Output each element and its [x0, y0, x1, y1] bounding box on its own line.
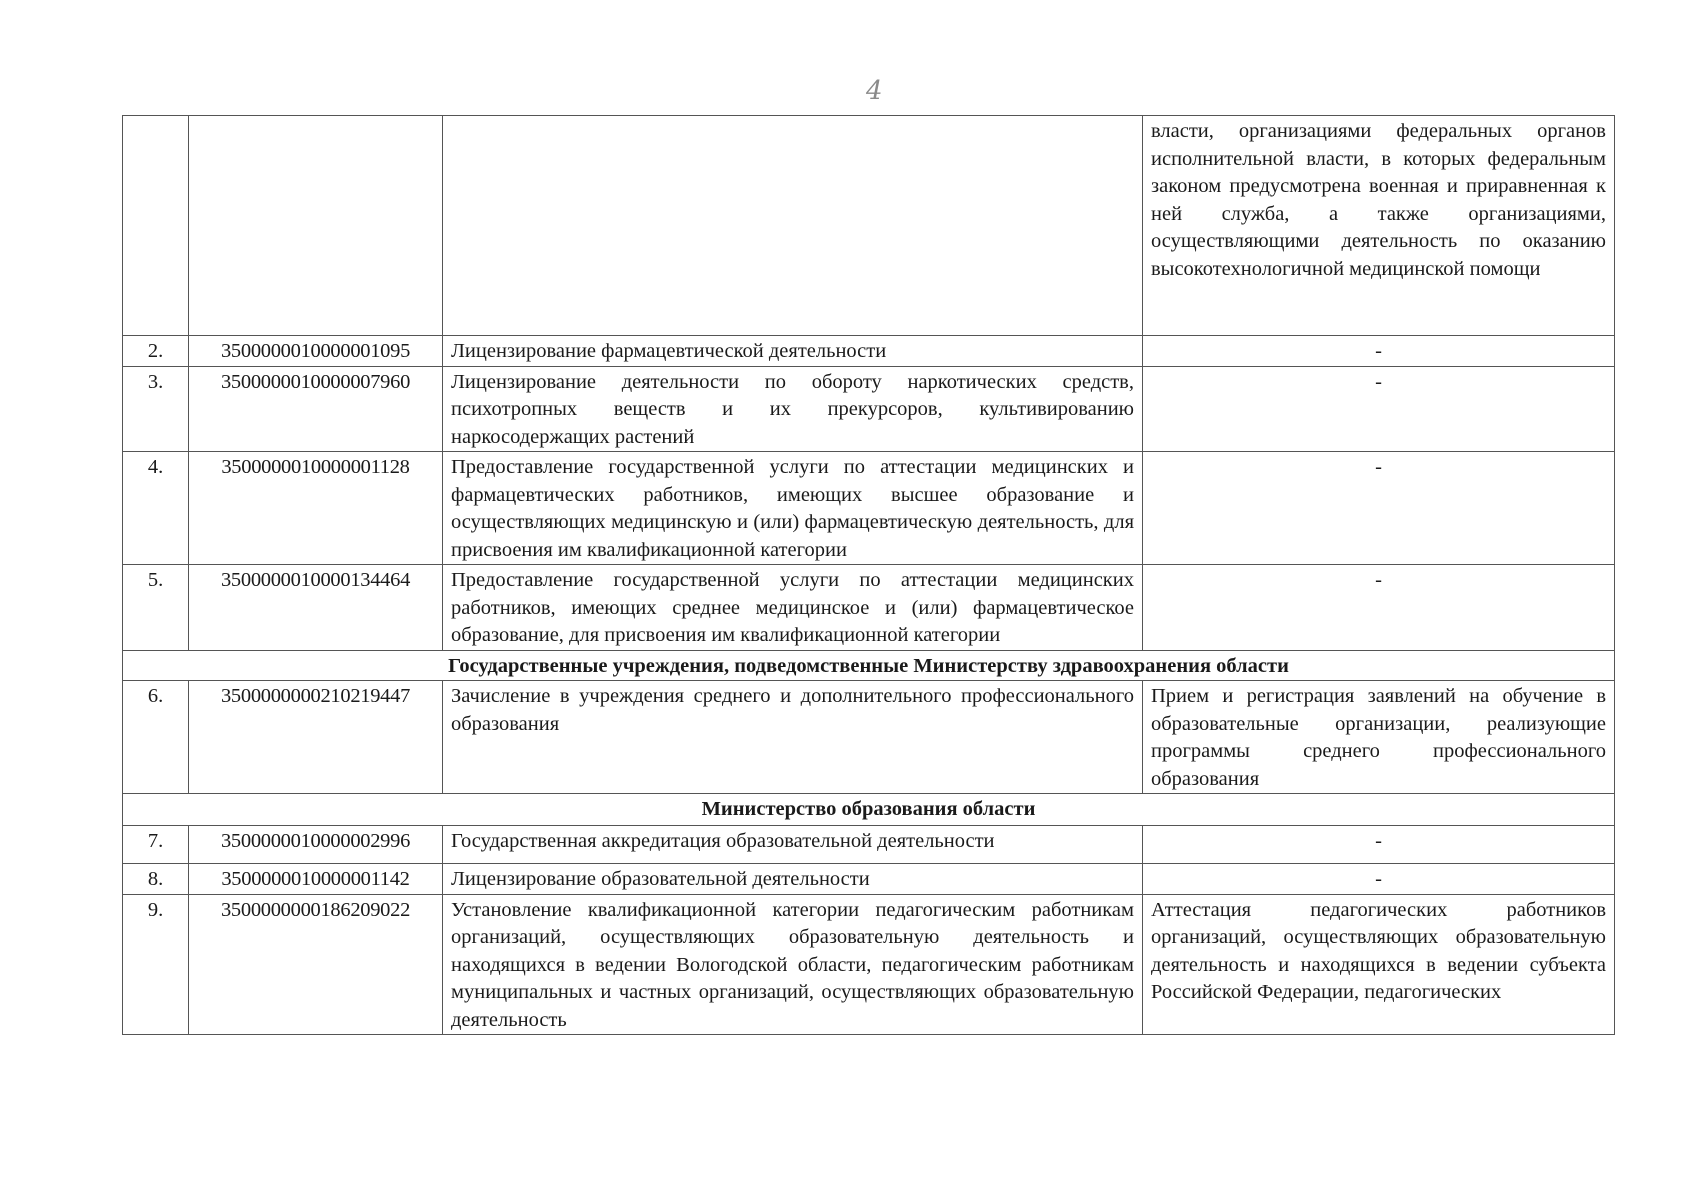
cell-num: 8. — [123, 864, 189, 895]
cell-num: 3. — [123, 366, 189, 452]
cell-code: 3500000010000001095 — [189, 336, 443, 367]
cell-name — [443, 116, 1143, 336]
services-table — [122, 115, 1615, 1035]
section-education-ministry: Министерство образования области — [123, 794, 1615, 826]
cell-name: Установление квалификационной категории педагогическим работникам организаций, осуществляющих образовательную деятельность и находящихся в ведении Вологодской области, педагогическим работникам муниципальных и частных организаций, осуществляющих образовательную деятельность — [443, 894, 1143, 1035]
cell-name: Лицензирование образовательной деятельности — [443, 864, 1143, 895]
table-row — [123, 894, 1615, 1035]
cell-name: Лицензирование фармацевтической деятельности — [443, 336, 1143, 367]
cell-code: 3500000010000002996 — [189, 826, 443, 864]
cell-num: 5. — [123, 565, 189, 651]
cell-code: 3500000000186209022 — [189, 894, 443, 1035]
section-header-row — [123, 794, 1615, 826]
cell-subservice: - — [1143, 864, 1615, 895]
cell-name: Зачисление в учреждения среднего и дополнительного профессионального образования — [443, 681, 1143, 794]
table-row — [123, 366, 1615, 452]
cell-num: 4. — [123, 452, 189, 565]
cell-code: 3500000010000007960 — [189, 366, 443, 452]
cell-num — [123, 116, 189, 336]
table-row — [123, 452, 1615, 565]
cell-name: Предоставление государственной услуги по аттестации медицинских и фармацевтических работников, имеющих высшее образование и осуществляющих медицинскую и (или) фармацевтическую деятельность, для присвоения им квалификационной категории — [443, 452, 1143, 565]
cell-subservice: Прием и регистрация заявлений на обучение в образовательные организации, реализующие программы среднего профессионального образования — [1143, 681, 1615, 794]
cell-code: 3500000010000001142 — [189, 864, 443, 895]
cell-subservice: - — [1143, 565, 1615, 651]
cell-subservice: - — [1143, 366, 1615, 452]
cell-name: Предоставление государственной услуги по аттестации медицинских работников, имеющих среднее медицинское и (или) фармацевтическое образование, для присвоения им квалификационной категории — [443, 565, 1143, 651]
cell-subservice: - — [1143, 336, 1615, 367]
cell-name: Государственная аккредитация образовательной деятельности — [443, 826, 1143, 864]
page-number: 4 — [866, 76, 883, 106]
cell-subservice: власти, организациями федеральных органов исполнительной власти, в которых федеральным законом предусмотрена военная и приравненная к ней служба, а также организациями, осуществляющими деятельность по оказанию высокотехнологичной медицинской помощи — [1143, 116, 1615, 336]
table-row-continuation — [123, 116, 1615, 336]
cell-subservice: - — [1143, 452, 1615, 565]
cell-num: 6. — [123, 681, 189, 794]
cell-name: Лицензирование деятельности по обороту наркотических средств, психотропных веществ и их прекурсоров, культивированию наркосодержащих растений — [443, 366, 1143, 452]
section-health-institutions: Государственные учреждения, подведомственные Министерству здравоохранения области — [123, 650, 1615, 681]
table-row — [123, 336, 1615, 367]
cell-code: 3500000010000001128 — [189, 452, 443, 565]
cell-num: 2. — [123, 336, 189, 367]
cell-num: 9. — [123, 894, 189, 1035]
cell-subservice: - — [1143, 826, 1615, 864]
cell-code — [189, 116, 443, 336]
cell-code: 3500000010000134464 — [189, 565, 443, 651]
cell-subservice: Аттестация педагогических работников организаций, осуществляющих образовательную деятельность и находящихся в ведении субъекта Российской Федерации, педагогических — [1143, 894, 1615, 1035]
cell-num: 7. — [123, 826, 189, 864]
table-row — [123, 864, 1615, 895]
table-row — [123, 681, 1615, 794]
cell-code: 3500000000210219447 — [189, 681, 443, 794]
table-row — [123, 565, 1615, 651]
section-header-row — [123, 650, 1615, 681]
table-row — [123, 826, 1615, 864]
